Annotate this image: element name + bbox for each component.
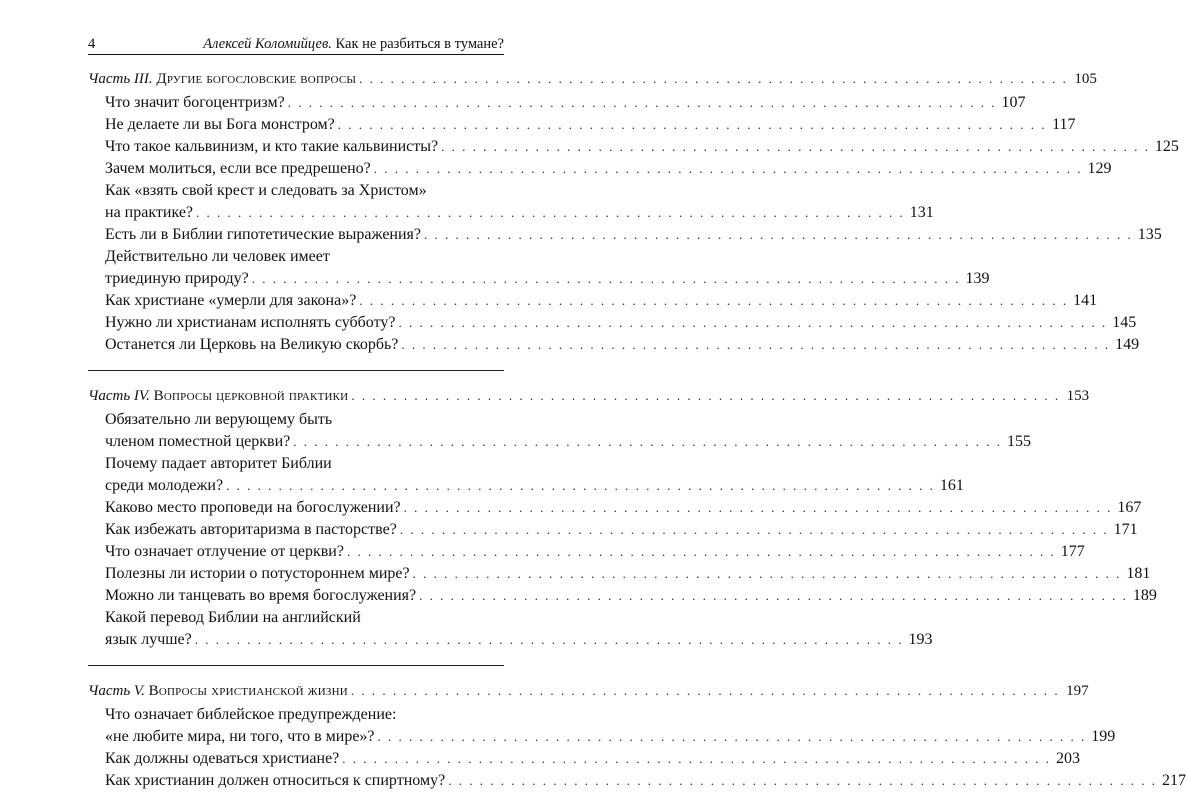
toc-page-number: 193: [908, 631, 933, 648]
dot-leader: [195, 629, 904, 651]
header-book-title: Как не разбиться в тумане?: [335, 36, 504, 52]
header-author: Алексей Коломийцев.: [203, 36, 332, 52]
toc-entry-line: [105, 431, 1032, 453]
toc-entry-text: Что такое кальвинизм, и кто такие кальвинисты?: [105, 138, 439, 155]
toc-entry-text: Как «взять свой крест и следовать за Христом»: [105, 182, 427, 199]
part-page-number: 197: [1066, 683, 1089, 699]
toc-entry-text: Какой перевод Библии на английский: [105, 609, 361, 626]
dot-leader: [359, 68, 1068, 90]
toc-page-number: 199: [1091, 728, 1116, 745]
part-title: Вопросы церковной практики: [153, 388, 349, 404]
dot-leader: [419, 585, 1128, 607]
toc-entry-text: Как должны одеваться христиане?: [105, 750, 340, 767]
toc-entry: [88, 334, 1140, 356]
part-title: Другие богословские вопросы: [156, 71, 357, 87]
toc-page-number: 117: [1052, 116, 1076, 133]
toc-entry-text: среди молодежи?: [105, 477, 224, 494]
dot-leader: [293, 431, 1002, 453]
toc-entry-line: [105, 475, 964, 497]
dot-leader: [374, 158, 1083, 180]
toc-entry-text: Обязательно ли верующему быть: [105, 411, 333, 428]
dot-leader: [196, 202, 905, 224]
toc-entry-text: Как христиане «умерли для закона»?: [105, 292, 357, 309]
toc-entry-text: Почему падает авторитет Библии: [105, 455, 332, 472]
toc-entry-line: [105, 748, 1081, 770]
toc-entry-text: Каково место проповеди на богослужении?: [105, 499, 401, 516]
toc-entry: [88, 136, 1179, 158]
section-divider: [88, 370, 504, 371]
toc-entry: [88, 158, 1112, 180]
toc-page-number: 217: [1161, 772, 1186, 789]
toc-entry: [88, 290, 1098, 312]
toc-entry: [88, 541, 1085, 563]
toc-entry-text: Что значит богоцентризм?: [105, 94, 285, 111]
part-page-number: 153: [1066, 388, 1090, 404]
toc-section: [88, 680, 1186, 792]
toc-entry-line: [105, 136, 1179, 158]
toc-page-number: 203: [1056, 750, 1081, 767]
part-heading-text: [88, 680, 348, 702]
toc-entry-line: [105, 158, 1112, 180]
part-label: Часть V.: [88, 683, 145, 699]
toc-entry-line: [105, 92, 1026, 114]
dot-leader: [424, 224, 1133, 246]
toc-entry-line: [105, 585, 1157, 607]
toc-entry-line: [105, 180, 504, 202]
part-label: Часть IV.: [88, 388, 150, 404]
dot-leader: [252, 268, 961, 290]
toc-entry-line: [105, 453, 504, 475]
toc-entry-line: [105, 224, 1162, 246]
dot-leader: [226, 475, 935, 497]
part-label: Часть III.: [88, 71, 153, 87]
toc-entry-text: Что означает отлучение от церкви?: [105, 543, 344, 560]
toc-entry-line: [105, 334, 1140, 356]
dot-leader: [351, 680, 1060, 702]
dot-leader: [347, 541, 1056, 563]
toc-entry-line: [105, 268, 990, 290]
toc-entry-line: [105, 312, 1137, 334]
dot-leader: [441, 136, 1150, 158]
toc-entry-line: [105, 497, 1142, 519]
toc-entry: [88, 453, 964, 497]
dot-leader: [288, 92, 997, 114]
toc-entry-text: Зачем молиться, если все предрешено?: [105, 160, 371, 177]
toc-entry-text: Полезны ли истории о потустороннем мире?: [105, 565, 410, 582]
toc-entry: [88, 748, 1081, 770]
dot-leader: [401, 334, 1110, 356]
toc-entry-line: [105, 290, 1098, 312]
running-header: [88, 32, 504, 55]
dot-leader: [342, 748, 1051, 770]
toc-page-number: 171: [1113, 521, 1138, 538]
toc-page-number: 125: [1154, 138, 1179, 155]
part-heading: [88, 385, 1090, 407]
toc-entry-text: Что означает библейское предупреждение:: [105, 706, 397, 723]
toc-page-number: 189: [1132, 587, 1157, 604]
toc-page-number: 149: [1115, 336, 1140, 353]
toc-entry: [88, 770, 1186, 792]
dot-leader: [351, 385, 1060, 407]
toc-entry-text: язык лучше?: [105, 631, 192, 648]
toc-entry-line: [105, 629, 933, 651]
toc-entry: [88, 585, 1157, 607]
page-number: 4: [88, 36, 96, 52]
toc-entry: [88, 497, 1142, 519]
toc-entry-line: [105, 563, 1151, 585]
toc-page-number: 135: [1137, 226, 1162, 243]
toc-entry-text: триединую природу?: [105, 270, 249, 287]
toc-page-number: 167: [1117, 499, 1142, 516]
dot-leader: [404, 497, 1113, 519]
toc-entry: [88, 246, 990, 290]
toc-entry-line: [105, 409, 504, 431]
part-heading-text: [88, 68, 356, 90]
toc-entry-text: Действительно ли человек имеет: [105, 248, 330, 265]
toc-page-number: 131: [909, 204, 934, 221]
dot-leader: [359, 290, 1068, 312]
section-divider: [88, 665, 504, 666]
toc-entry-line: [105, 726, 1116, 748]
toc-page-number: 139: [965, 270, 990, 287]
toc-entry-text: «не любите мира, ни того, что в мире»?: [105, 728, 375, 745]
toc-entry: [88, 180, 934, 224]
toc-page-number: 107: [1001, 94, 1026, 111]
dot-leader: [338, 114, 1047, 136]
toc-entry-line: [105, 202, 934, 224]
toc-page-number: 145: [1112, 314, 1137, 331]
dot-leader: [448, 770, 1157, 792]
dot-leader: [400, 519, 1109, 541]
toc-page-number: 155: [1007, 433, 1032, 450]
toc-entry-text: Как христианин должен относиться к спиртному?: [105, 772, 446, 789]
part-heading: [88, 68, 1097, 90]
dot-leader: [378, 726, 1087, 748]
toc-page-number: 141: [1073, 292, 1098, 309]
toc-page-number: 129: [1087, 160, 1112, 177]
toc-entry-line: [105, 607, 504, 629]
toc-entry-text: Есть ли в Библии гипотетические выражения?: [105, 226, 422, 243]
toc-entry-line: [105, 246, 504, 268]
part-heading: [88, 680, 1089, 702]
toc-entry-text: на практике?: [105, 204, 194, 221]
toc-entry: [88, 519, 1138, 541]
toc-entry-line: [105, 114, 1076, 136]
toc-entry: [88, 409, 1032, 453]
part-heading-text: [88, 385, 348, 407]
toc-page-number: 181: [1126, 565, 1151, 582]
dot-leader: [413, 563, 1122, 585]
toc-entry-text: Не делаете ли вы Бога монстром?: [105, 116, 335, 133]
toc-entry-line: [105, 519, 1138, 541]
toc-entry-text: Останется ли Церковь на Великую скорбь?: [105, 336, 399, 353]
toc-entry-text: членом поместной церкви?: [105, 433, 291, 450]
toc-entry: [88, 607, 933, 651]
toc-page-number: 177: [1060, 543, 1085, 560]
toc-entry-line: [105, 770, 1186, 792]
toc-entry: [88, 704, 1116, 748]
toc-section: [88, 68, 1179, 356]
part-title: Вопросы христианской жизни: [148, 683, 348, 699]
toc-entry-text: Нужно ли христианам исполнять субботу?: [105, 314, 396, 331]
table-of-contents: [88, 68, 1186, 806]
toc-section: [88, 385, 1157, 651]
header-title: [203, 36, 504, 52]
toc-entry: [88, 312, 1137, 334]
part-page-number: 105: [1074, 71, 1097, 87]
dot-leader: [398, 312, 1107, 334]
toc-entry: [88, 92, 1026, 114]
toc-entry-line: [105, 704, 504, 726]
toc-entry: [88, 224, 1162, 246]
toc-entry-line: [105, 541, 1085, 563]
toc-page-number: 161: [939, 477, 964, 494]
toc-entry: [88, 114, 1076, 136]
toc-entry-text: Как избежать авторитаризма в пасторстве?: [105, 521, 397, 538]
toc-entry-text: Можно ли танцевать во время богослужения?: [105, 587, 417, 604]
toc-entry: [88, 563, 1151, 585]
